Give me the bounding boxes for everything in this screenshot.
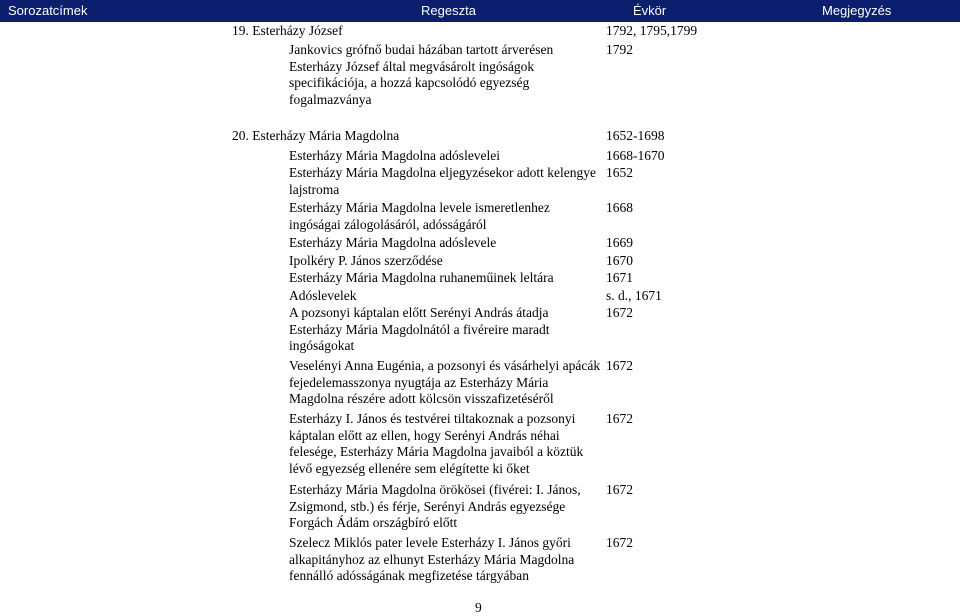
entry-text-line: lévő egyezség ellenére sem elégítette ki őket [289, 461, 530, 477]
section-years: 1652-1698 [606, 128, 665, 143]
entry-text-line: ingóságai zálogolásáról, adósságáról [289, 216, 487, 232]
entry-text-line: specifikációja, a hozzá kapcsolódó egyezség [289, 75, 530, 91]
entry-text-line: ingóságokat [289, 338, 355, 354]
entry-text-line: alkapitányhoz az elhunyt Esterházy Mária Magdolna [289, 551, 575, 567]
entry-year: 1672 [606, 411, 633, 426]
entry-text-line: A pozsonyi káptalan előtt Serényi András átadja [289, 305, 549, 320]
tab-year-range[interactable]: Évkör [633, 3, 667, 18]
entry-text-line: fogalmazványa [289, 92, 372, 108]
entry-text-line: Esterházy Mária Magdolna adóslevelei [289, 148, 501, 163]
entry-text-line: Esterházy Mária Magdolna levele ismeretlenhez [289, 200, 550, 215]
entry-year: 1670 [606, 253, 633, 268]
entry-year: 1672 [606, 482, 633, 497]
entry-text-line: Esterházy Mária Magdolna ruhaneműinek leltára [289, 270, 554, 285]
entry-text-line: Jankovics grófnő budai házában tartott árverésen [289, 42, 554, 57]
tab-notes[interactable]: Megjegyzés [822, 3, 892, 18]
entry-text-line: felesége, Esterházy Mária Magdolna javaiból a köztük [289, 444, 584, 460]
entry-year: 1672 [606, 305, 633, 320]
entry-text-line: Esterházy Mária Magdolna eljegyzésekor adott kelengye [289, 165, 596, 180]
entry-year: 1668-1670 [606, 148, 665, 163]
page-number: 9 [475, 600, 482, 615]
section-heading: 19. Esterházy József [232, 23, 343, 38]
entry-text-line: Esterházy Mária Magdolnától a fivéreire maradt [289, 321, 550, 337]
top-navigation-bar [0, 0, 960, 22]
entry-text-line: káptalan előtt az ellen, hogy Serényi András néhai [289, 427, 560, 443]
entry-text-line: Magdolna részére adott kölcsön visszafizetéséről [289, 391, 554, 407]
entry-text-line: Forgách Ádám országbíró előtt [289, 515, 458, 531]
tab-sort-series[interactable]: Sorozatcímek [8, 3, 88, 18]
entry-year: 1672 [606, 535, 633, 550]
entry-text-line: Veselényi Anna Eugénia, a pozsonyi és vásárhelyi apácák [289, 358, 601, 373]
entry-year: 1671 [606, 270, 633, 285]
section-heading: 20. Esterházy Mária Magdolna [232, 128, 400, 143]
tab-register[interactable]: Regeszta [421, 3, 476, 18]
entry-year: 1792 [606, 42, 633, 57]
entry-text-line: Zsigmond, stb.) és férje, Serényi András egyezsége [289, 498, 566, 514]
entry-text-line: Esterházy Mária Magdolna örökösei (fivérei: I. János, [289, 482, 581, 497]
entry-year: 1669 [606, 235, 633, 250]
entry-year: s. d., 1671 [606, 288, 662, 303]
entry-year: 1668 [606, 200, 633, 215]
entry-text-line: fejedelemasszonya nyugtája az Esterházy Mária [289, 374, 549, 390]
entry-year: 1652 [606, 165, 633, 180]
entry-text-line: Esterházy József által megvásárolt ingóságok [289, 58, 535, 74]
entry-year: 1672 [606, 358, 633, 373]
entry-text-line: Esterházy Mária Magdolna adóslevele [289, 235, 497, 250]
entry-text-line: lajstroma [289, 181, 340, 197]
entry-text-line: Ipolkéry P. János szerződése [289, 253, 443, 268]
section-years: 1792, 1795,1799 [606, 23, 698, 38]
entry-text-line: fennálló adósságának megfizetése tárgyában [289, 568, 530, 584]
entry-text-line: Adóslevelek [289, 288, 357, 303]
entry-text-line: Esterházy I. János és testvérei tiltakoznak a pozsonyi [289, 411, 576, 426]
entry-text-line: Szelecz Miklós pater levele Esterházy I. János győri [289, 535, 571, 550]
